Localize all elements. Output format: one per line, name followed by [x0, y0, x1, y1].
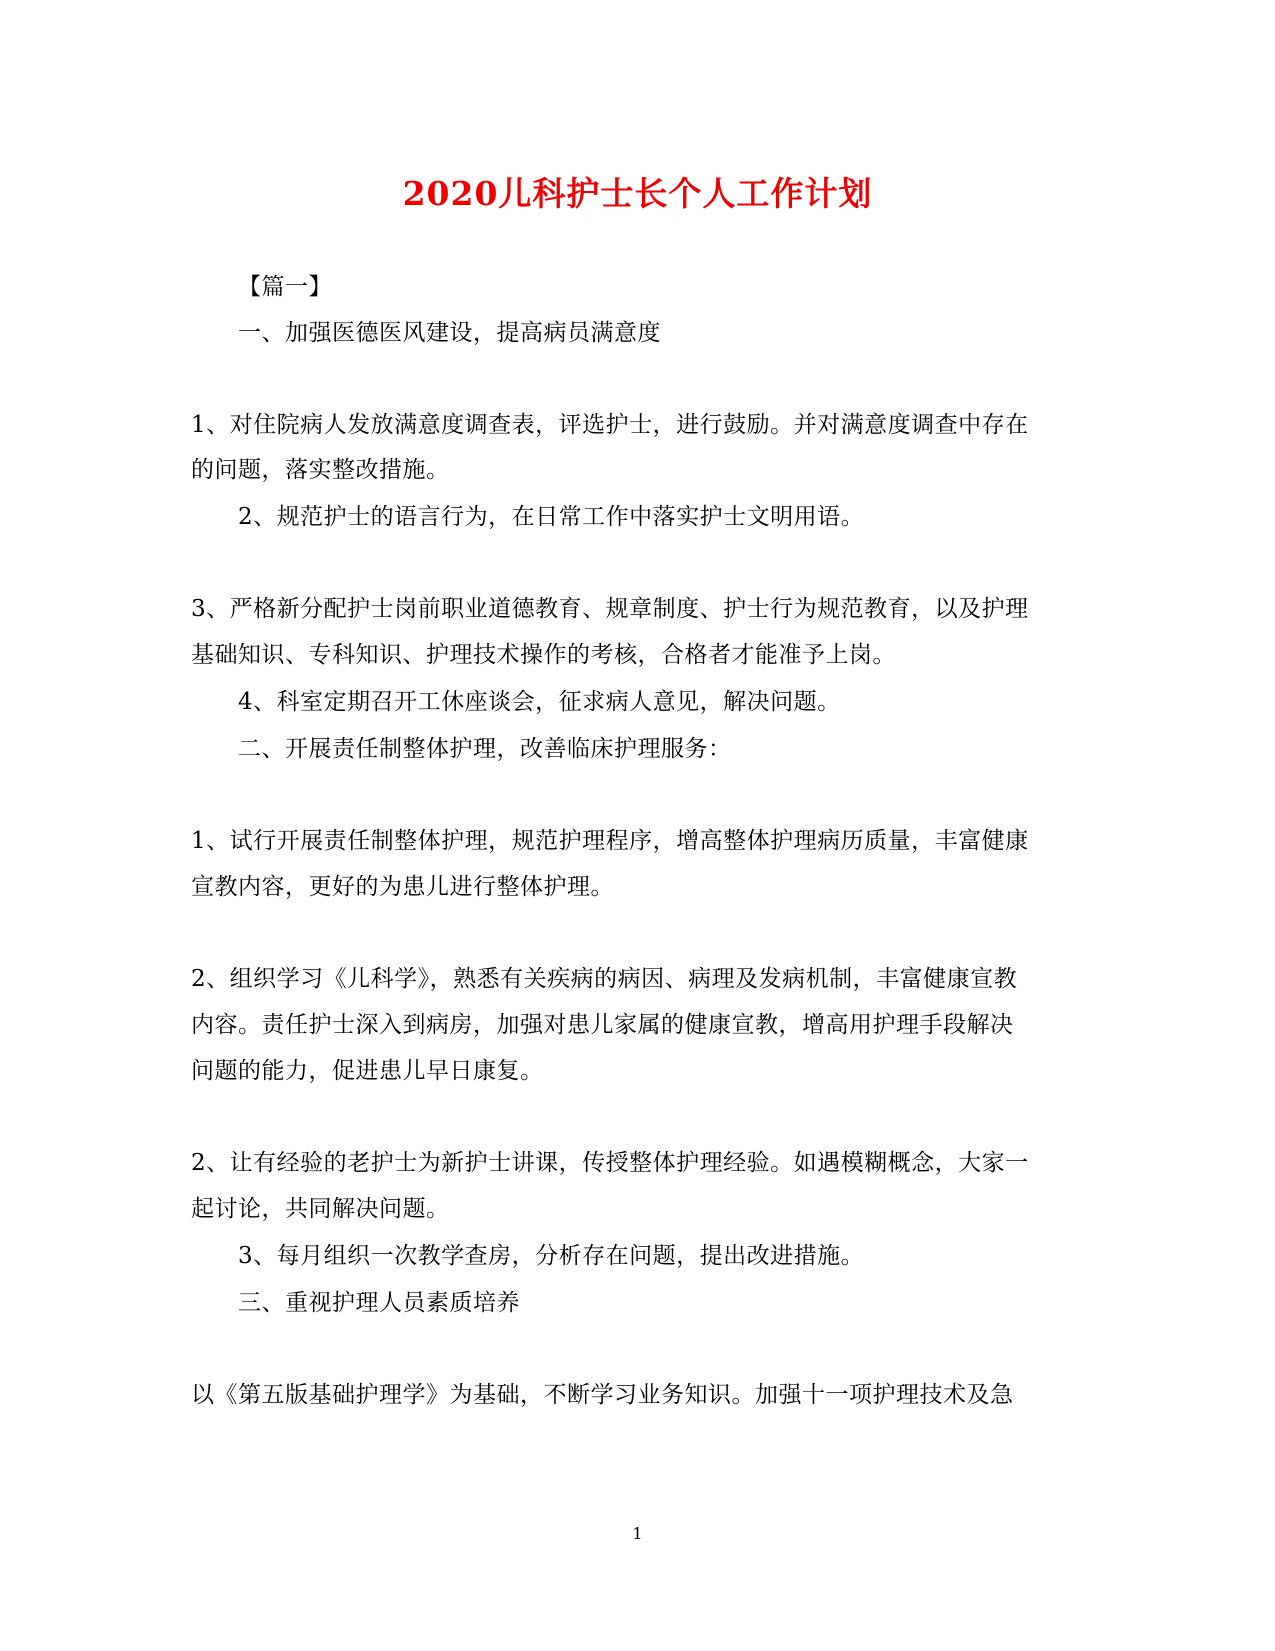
paragraph-line: 基础知识、专科知识、护理技术操作的考核，合格者才能准予上岗。	[191, 642, 896, 668]
section-heading: 一、加强医德医风建设，提高病员满意度	[238, 320, 661, 346]
paragraph-line: 起讨论，共同解决问题。	[191, 1196, 450, 1222]
paragraph-line: 以《第五版基础护理学》为基础，不断学习业务知识。加强十一项护理技术及急	[191, 1382, 1014, 1408]
paragraph-line: 4、科室定期召开工休座谈会，征求病人意见，解决问题。	[238, 689, 841, 715]
paragraph-line: 内容。责任护士深入到病房，加强对患儿家属的健康宣教，增高用护理手段解决	[191, 1012, 1014, 1038]
paragraph-line: 宣教内容，更好的为患儿进行整体护理。	[191, 874, 614, 900]
paragraph-line: 问题的能力，促进患儿早日康复。	[191, 1058, 544, 1084]
paragraph-line: 1、对住院病人发放满意度调查表，评选护士，进行鼓励。并对满意度调查中存在	[191, 412, 1029, 438]
section-heading: 二、开展责任制整体护理，改善临床护理服务：	[238, 736, 732, 762]
paragraph-line: 2、让有经验的老护士为新护士讲课，传授整体护理经验。如遇模糊概念，大家一	[191, 1150, 1029, 1176]
section-label: 【篇一】	[238, 274, 332, 300]
paragraph-line: 3、严格新分配护士岗前职业道德教育、规章制度、护士行为规范教育，以及护理	[191, 596, 1029, 622]
paragraph-line: 2、规范护士的语言行为，在日常工作中落实护士文明用语。	[238, 504, 865, 530]
document-title: 2020儿科护士长个人工作计划	[402, 174, 873, 213]
paragraph-line: 3、每月组织一次教学查房，分析存在问题，提出改进措施。	[238, 1243, 865, 1269]
page-number: 1	[632, 1524, 643, 1543]
paragraph-line: 2、组织学习《儿科学》，熟悉有关疾病的病因、病理及发病机制，丰富健康宣教	[191, 966, 1018, 992]
paragraph-line: 1、试行开展责任制整体护理，规范护理程序，增高整体护理病历质量，丰富健康	[191, 828, 1029, 854]
section-heading: 三、重视护理人员素质培养	[238, 1290, 520, 1316]
paragraph-line: 的问题，落实整改措施。	[191, 457, 450, 483]
